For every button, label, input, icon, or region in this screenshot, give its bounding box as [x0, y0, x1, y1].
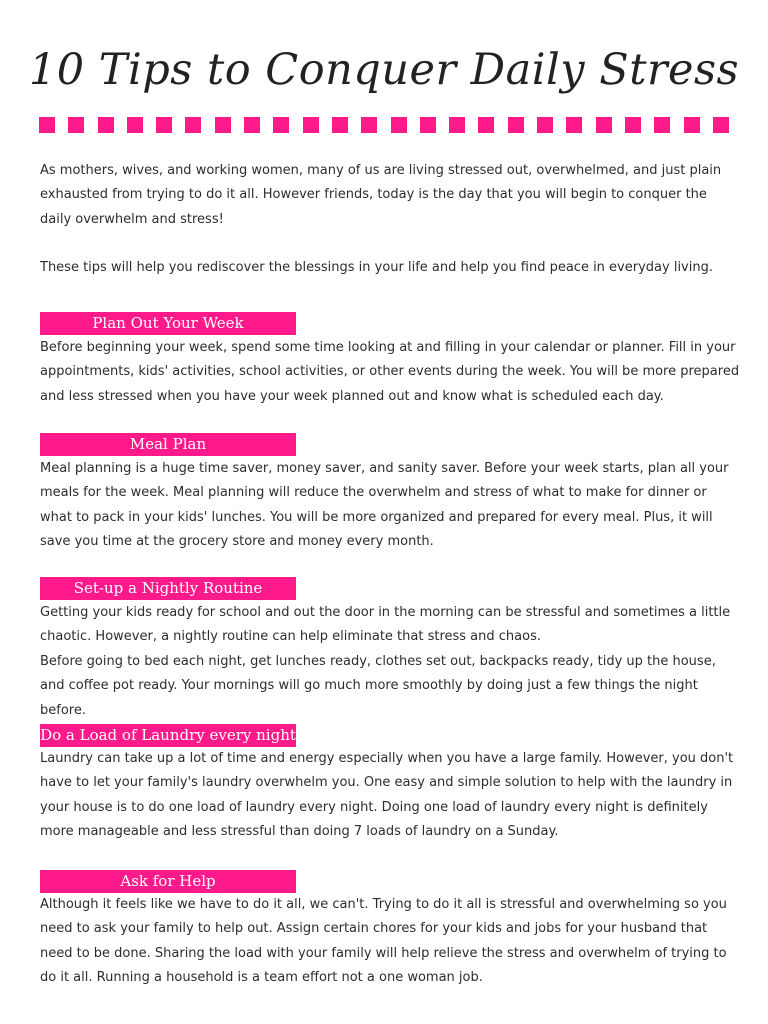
divider-dot — [215, 117, 231, 133]
divider-dot — [98, 117, 114, 133]
divider-dot — [332, 117, 348, 133]
divider-dot — [625, 117, 641, 133]
divider-dot — [713, 117, 729, 133]
divider-dot — [420, 117, 436, 133]
divider-dot — [654, 117, 670, 133]
section-body-laundry: Laundry can take up a lot of time and energy especially when you have a large family. However, you don't have to let your family's laundry overwhelm you. One easy and simple solution to help with the laundry in your house is to do one load of laundry every night. Doing one load of laundry every night is definitely more manageable and less stressful than doing 7 loads of laundry on a Sunday. — [40, 751, 734, 839]
divider-dot — [566, 117, 582, 133]
section-heading-laundry: Do a Load of Laundry every night — [40, 724, 296, 747]
divider-dot — [127, 117, 143, 133]
divider-dot — [478, 117, 494, 133]
section-heading-plan-week: Plan Out Your Week — [40, 312, 296, 335]
divider-dot — [684, 117, 700, 133]
divider-dot — [449, 117, 465, 133]
decorative-dot-divider — [39, 117, 729, 133]
divider-dot — [361, 117, 377, 133]
divider-dot — [39, 117, 55, 133]
divider-dot — [68, 117, 84, 133]
page-title: 10 Tips to Conquer Daily Stress — [28, 45, 740, 95]
section-body-nightly-routine: Getting your kids ready for school and out the door in the morning can be stressful and sometimes a little chaotic. However, a nightly routine can help eliminate that stress and chaos. — [40, 605, 731, 645]
divider-dot — [273, 117, 289, 133]
section-heading-meal-plan: Meal Plan — [40, 433, 296, 456]
divider-dot — [537, 117, 553, 133]
intro-paragraph-tips: These tips will help you rediscover the blessings in your life and help you find peace in everyday living. — [40, 260, 713, 275]
divider-dot — [508, 117, 524, 133]
section-body-ask-help: Although it feels like we have to do it all, we can't. Trying to do it all is stressful and overwhelming so you need to ask your family to help out. Assign certain chores for your kids and jobs for your husband that need to be done. Sharing the load with your family will help relieve the stress and overwhelm of trying to do it all. Running a household is a team effort not a one woman job. — [40, 897, 727, 985]
section-body-meal-plan: Meal planning is a huge time saver, money saver, and sanity saver. Before your week starts, plan all your meals for the week. Meal planning will reduce the overwhelm and stress of what to make for dinner or what to pack in your kids' lunches. You will be more organized and prepared for every meal. Plus, it will save you time at the grocery store and money every month. — [40, 461, 729, 549]
divider-dot — [244, 117, 260, 133]
section-heading-ask-help: Ask for Help — [40, 870, 296, 893]
intro-paragraph: As mothers, wives, and working women, many of us are living stressed out, overwhelmed, and just plain exhausted from trying to do it all. However friends, today is the day that you will begin to conquer the daily overwhelm and stress! — [40, 163, 722, 227]
section-body-plan-week: Before beginning your week, spend some time looking at and filling in your calendar or planner. Fill in your appointments, kids' activities, school activities, or other events during the week. You will be more prepared and less stressed when you have your week planned out and know what is scheduled each day. — [40, 340, 740, 404]
section-body-nightly-routine-2: Before going to bed each night, get lunches ready, clothes set out, backpacks ready, tidy up the house, and coffee pot ready. Your mornings will go much more smoothly by doing just a few things the night before. — [40, 654, 716, 718]
divider-dot — [303, 117, 319, 133]
divider-dot — [185, 117, 201, 133]
divider-dot — [156, 117, 172, 133]
divider-dot — [391, 117, 407, 133]
section-heading-nightly-routine: Set-up a Nightly Routine — [40, 577, 296, 600]
divider-dot — [596, 117, 612, 133]
